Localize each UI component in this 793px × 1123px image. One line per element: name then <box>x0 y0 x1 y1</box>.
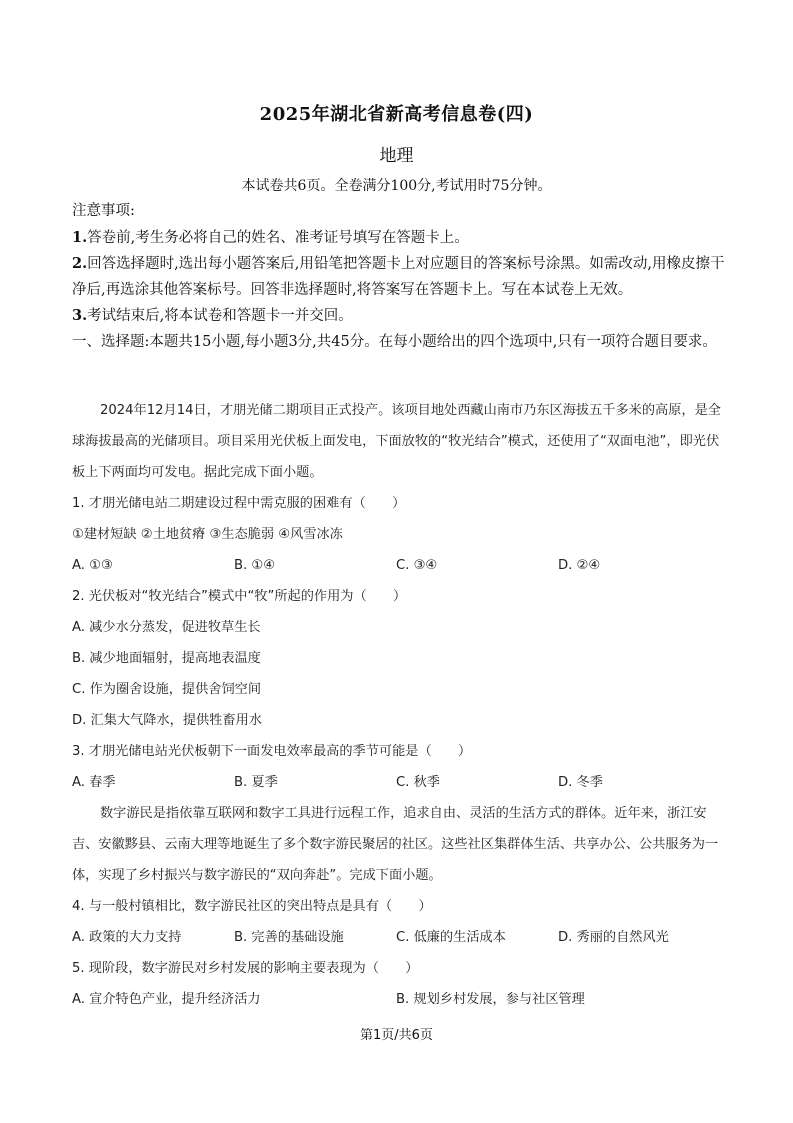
question-1-stem: 1. 才朋光储电站二期建设过程中需克服的困难有（ ） <box>72 496 406 511</box>
question-4-stem: 4. 与一般村镇相比，数字游民社区的突出特点是具有（ ） <box>72 899 432 914</box>
option-b: B. 完善的基础设施 <box>234 930 344 945</box>
note-text: 回答选择题时,选出每小题答案后,用铅笔把答题卡上对应题目的答案标号涂黑。如需改动,用橡皮擦干净后,再选涂其他答案标号。回答非选择题时,将答案写在答题卡上。写在本试卷上无效。 <box>72 256 725 298</box>
option-a: A. 春季 <box>72 775 116 790</box>
option-d: D. 秀丽的自然风光 <box>558 930 669 945</box>
option-b: B. ①④ <box>234 558 276 573</box>
notes-section <box>72 199 727 355</box>
option-a: A. 政策的大力支持 <box>72 930 182 945</box>
section-heading: 一、选择题:本题共15小题,每小题3分,共45分。在每小题给出的四个选项中,只有一项符合题目要求。 <box>72 333 717 350</box>
subject-title: 地理 <box>379 146 414 166</box>
option-d: D. ②④ <box>558 558 601 573</box>
note-number: 3. <box>72 307 88 324</box>
option-b: B. 夏季 <box>234 775 278 790</box>
question-4-options <box>72 922 732 953</box>
question-5-options <box>72 984 732 1015</box>
note-item-3 <box>72 303 727 330</box>
option-b: B. 减少地面辐射，提高地表温度 <box>72 651 261 666</box>
notes-heading: 注意事项: <box>72 203 135 219</box>
question-3-stem: 3. 才朋光储电站光伏板朝下一面发电效率最高的季节可能是（ ） <box>72 744 472 759</box>
note-item-2 <box>72 251 727 303</box>
question-3-options <box>72 767 732 798</box>
note-item-1 <box>72 225 727 252</box>
questions-content <box>72 395 732 1015</box>
note-number: 2. <box>72 255 88 272</box>
option-c: C. 作为圈舍设施，提供舍饲空间 <box>72 682 262 697</box>
option-d: D. 冬季 <box>558 775 603 790</box>
exam-meta: 本试卷共6页。全卷满分100分,考试用时75分钟。 <box>241 178 552 194</box>
option-a: A. ①③ <box>72 558 113 573</box>
question-2-stem: 2. 光伏板对“牧光结合”模式中“牧”所起的作用为（ ） <box>72 589 407 604</box>
option-b: B. 规划乡村发展，参与社区管理 <box>396 992 585 1007</box>
passage-1: 2024年12月14日，才朋光储二期项目正式投产。该项目地处西藏山南市乃东区海拔五千多米的高原，是全球海拔最高的光储项目。项目采用光伏板上面发电，下面放牧的“牧光结合”模式，还使用了“双面电池”，即光伏板上下两面均可发电。据此完成下面小题。 <box>72 403 721 480</box>
option-d: D. 汇集大气降水，提供牲畜用水 <box>72 713 262 728</box>
question-5-stem: 5. 现阶段，数字游民对乡村发展的影响主要表现为（ ） <box>72 961 419 976</box>
page-footer: 第1页/共6页 <box>360 1028 433 1043</box>
question-1-statements: ①建材短缺 ②土地贫瘠 ③生态脆弱 ④风雪冰冻 <box>72 527 343 542</box>
note-text: 考试结束后,将本试卷和答题卡一并交回。 <box>87 308 353 324</box>
note-number: 1. <box>72 228 88 246</box>
exam-title: 2025年湖北省新高考信息卷(四) <box>259 104 534 125</box>
option-a: A. 宣介特色产业，提升经济活力 <box>72 992 261 1007</box>
note-text: 答卷前,考生务必将自己的姓名、准考证号填写在答题卡上。 <box>87 229 469 246</box>
option-c: C. ③④ <box>396 558 438 573</box>
option-c: C. 低廉的生活成本 <box>396 930 506 945</box>
question-1-options <box>72 550 732 581</box>
passage-2: 数字游民是指依靠互联网和数字工具进行远程工作，追求自由、灵活的生活方式的群体。近年来，浙江安吉、安徽黟县、云南大理等地诞生了多个数字游民聚居的社区。这些社区集群体生活、共享办公、公共服务为一体，实现了乡村振兴与数字游民的“双向奔赴”。完成下面小题。 <box>72 806 719 883</box>
option-c: C. 秋季 <box>396 775 440 790</box>
option-a: A. 减少水分蒸发，促进牧草生长 <box>72 620 261 635</box>
